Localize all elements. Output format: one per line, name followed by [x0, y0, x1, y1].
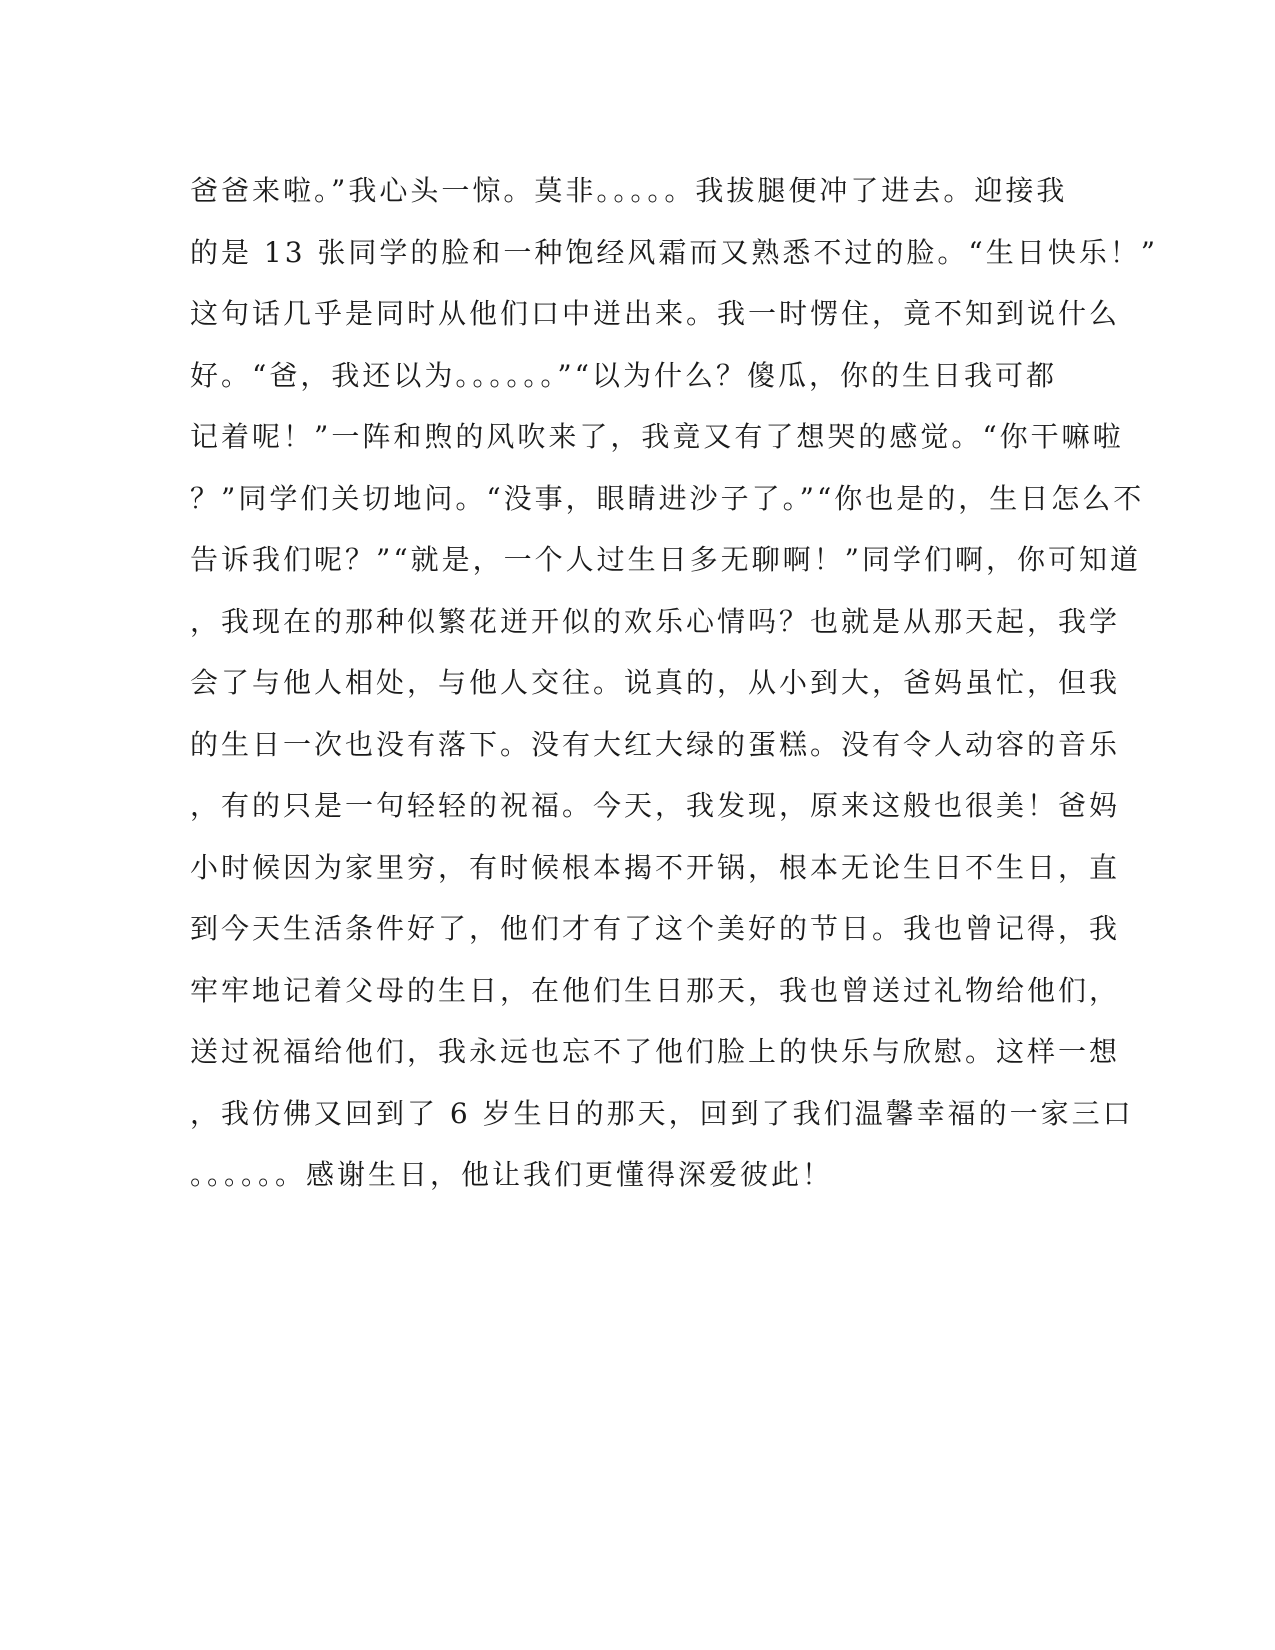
text-line: 会了与他人相处，与他人交往。说真的，从小到大，爸妈虽忙，但我 — [190, 666, 1121, 699]
text-line: ，我现在的那种似繁花迸开似的欢乐心情吗？也就是从那天起，我学 — [190, 604, 1121, 638]
text-line: ？”同学们关切地问。“没事，眼睛进沙子了。”“你也是的，生日怎么不 — [190, 481, 1145, 515]
text-line: 小时候因为家里穷，有时候根本揭不开锅，根本无论生日不生日，直 — [190, 850, 1121, 884]
text-line: 牢牢地记着父母的生日，在他们生日那天，我也曾送过礼物给他们， — [190, 973, 1121, 1007]
text-line: 爸爸来啦。”我心头一惊。莫非。。。。。我拔腿便冲了进去。迎接我 — [190, 174, 1068, 207]
text-line: ，有的只是一句轻轻的祝福。今天，我发现，原来这般也很美！爸妈 — [190, 789, 1121, 822]
essay-body — [190, 160, 1159, 1206]
text-line: 的生日一次也没有落下。没有大红大绿的蛋糕。没有令人动容的音乐 — [190, 727, 1121, 761]
text-line: 告诉我们呢？”“就是，一个人过生日多无聊啊！”同学们啊，你可知道 — [190, 543, 1141, 576]
text-line: 送过祝福给他们，我永远也忘不了他们脸上的快乐与欣慰。这样一想 — [190, 1035, 1121, 1068]
text-line: 记着呢！”一阵和煦的风吹来了，我竟又有了想哭的感觉。“你干嘛啦 — [190, 420, 1124, 453]
text-line: 的是 13 张同学的脸和一种饱经风霜而又熟悉不过的脸。“生日快乐！” — [190, 235, 1159, 269]
text-line: 到今天生活条件好了，他们才有了这个美好的节日。我也曾记得，我 — [190, 912, 1121, 945]
text-line: 好。“爸，我还以为。。。。。。”“以为什么？傻瓜，你的生日我可都 — [190, 358, 1057, 392]
text-line: 这句话几乎是同时从他们口中迸出来。我一时愣住，竟不知到说什么 — [190, 297, 1121, 330]
text-line: ，我仿佛又回到了 6 岁生日的那天，回到了我们温馨幸福的一家三口 — [190, 1096, 1134, 1130]
text-line: 。。。。。。感谢生日，他让我们更懂得深爱彼此！ — [190, 1158, 834, 1191]
